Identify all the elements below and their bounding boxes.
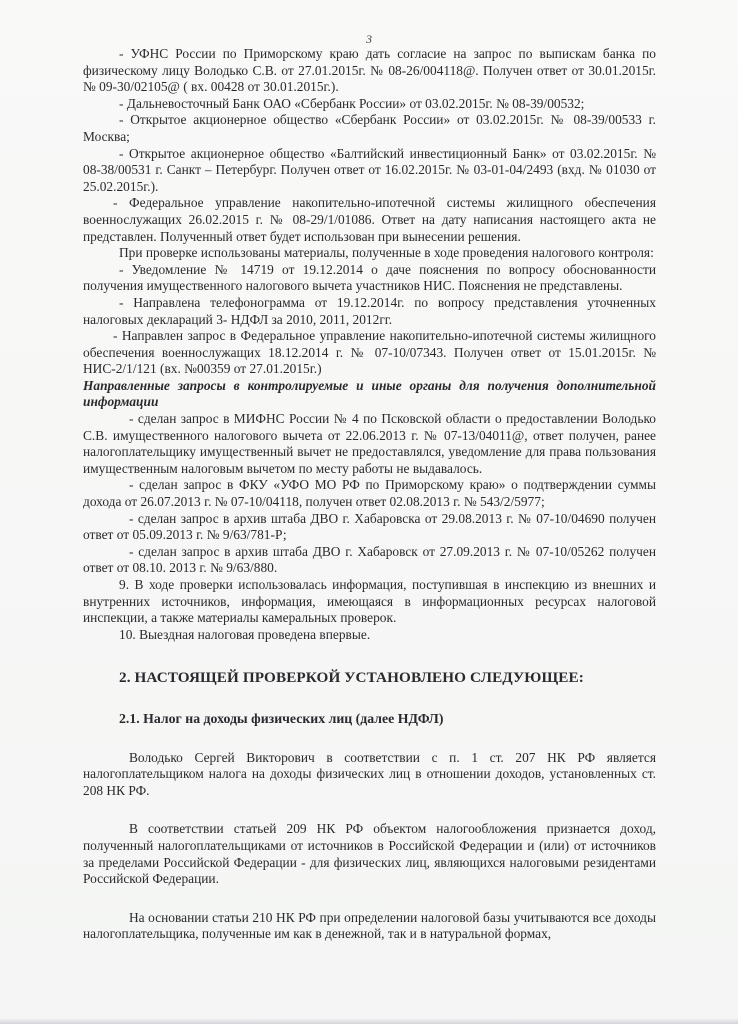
paragraph-item-9: 9. В ходе проверки использовалась информация, поступившая в инспекцию из внешних и внутренних источников, информация, имеющаяся в информационных ресурсах налоговой инспекции, а также материалы камеральных проверок. <box>83 577 656 626</box>
paragraph-dalnevostochny-bank: - Дальневосточный Банк ОАО «Сбербанк России» от 03.02.2015г. № 08-39/00532; <box>119 95 585 111</box>
paragraph-ufns-consent: - УФНС России по Приморскому краю дать согласие на запрос по выпискам банка по физическому лицу Володько С.В. от 27.01.2015г. № 08-26/004118@. Получен ответ от 30.01.2015г. № 09-30/02105@ ( вх. 00428 от 30.01.2015г.). <box>83 46 656 95</box>
paragraph-item-10: 10. Выездная налоговая проведена впервые. <box>119 626 371 642</box>
section-heading: 2. НАСТОЯЩЕЙ ПРОВЕРКОЙ УСТАНОВЛЕНО СЛЕДУЮЩЕЕ: <box>119 669 584 687</box>
paragraph-mifns-pskov: - сделан запрос в МИФНС России № 4 по Псковской области о предоставлении Володько С.В. имущественного налогового вычета от 22.06.2013 г. № 07-13/04011@, ответ получен, ранее налогоплательщику имущественный вычет не предоставлялся, уведомление для права пользования имущественным налоговым вычетом по месту работы не выдавалось. <box>83 411 656 476</box>
requests-subheading: Направленные запросы в контролируемые и иные органы для получения дополнительной информации <box>83 377 656 410</box>
paragraph-fku-ufo: - сделан запрос в ФКУ «УФО МО РФ по Приморскому краю» о подтверждении суммы дохода от 26.07.2013 г. № 07-10/04118, получен ответ 02.08.2013 г. № 543/2/5977; <box>83 477 656 510</box>
subsection-heading: 2.1. Налог на доходы физических лиц (далее НДФЛ) <box>119 710 444 726</box>
paragraph-baltic-bank: - Открытое акционерное общество «Балтийский инвестиционный Банк» от 03.02.2015г. № 08-38/00531 г. Санкт – Петербург. Получен ответ от 16.02.2015г. № 03-01-04/2493 (вхд. № 01030 от 25.02.2015г.). <box>83 145 656 194</box>
paragraph-archive-dvo-1: - сделан запрос в архив штаба ДВО г. Хабаровска от 29.08.2013 г. № 07-10/04690 получен ответ от 05.09.2013 г. № 9/63/781-Р; <box>83 510 656 543</box>
paragraph-article-209: В соответствии статьей 209 НК РФ объектом налогообложения признается доход, полученный налогоплательщиками от источников в Российской Федерации и (или) от источников за пределами Российской Федерации - для физических лиц, являющихся налоговыми резидентами Российской Федерации. <box>83 821 656 887</box>
document-body <box>83 46 656 943</box>
paragraph-article-210: На основании статьи 210 НК РФ при определении налоговой базы учитываются все доходы налогоплательщика, полученные им как в денежной, так и в натуральной формах, <box>83 909 656 942</box>
paragraph-telephonogram: - Направлена телефонограмма от 19.12.2014г. по вопросу представления уточненных налоговых деклараций 3- НДФЛ за 2010, 2011, 2012гг. <box>83 294 656 327</box>
paragraph-taxpayer: Володько Сергей Викторович в соответствии с п. 1 ст. 207 НК РФ является налогоплательщиком налога на доходы физических лиц в отношении доходов, установленных ст. 208 НК РФ. <box>83 749 656 798</box>
paragraph-nis-request: - Федеральное управление накопительно-ипотечной системы жилищного обеспечения военнослужащих 26.02.2015 г. № 08-29/1/01086. Ответ на дату написания настоящего акта не представлен. Полученный ответ будет использован при вынесении решения. <box>83 195 656 244</box>
page-number: 3 <box>366 32 372 46</box>
paragraph-nis-response: - Направлен запрос в Федеральное управление накопительно-ипотечной системы жилищного обеспечения военнослужащих 18.12.2014 г. № 07-10/07343. Получен ответ от 15.01.2015г. № НИС-2/1/121 (вх. №00359 от 27.01.2015г.) <box>83 328 656 377</box>
paragraph-materials-intro: При проверке использованы материалы, полученные в ходе проведения налогового контроля: <box>119 245 654 261</box>
scan-bottom-edge <box>0 1018 738 1024</box>
paragraph-sberbank-moscow: - Открытое акционерное общество «Сбербанк России» от 03.02.2015г. № 08-39/00533 г. Москва; <box>83 112 656 144</box>
paragraph-notification: - Уведомление № 14719 от 19.12.2014 о даче пояснения по вопросу обоснованности получения имущественного налогового вычета участников НИС. Пояснения не представлены. <box>83 261 656 294</box>
paragraph-archive-dvo-2: - сделан запрос в архив штаба ДВО г. Хабаровск от 27.09.2013 г. № 07-10/05262 получен ответ от 08.10. 2013 г. № 9/63/880. <box>83 543 656 576</box>
